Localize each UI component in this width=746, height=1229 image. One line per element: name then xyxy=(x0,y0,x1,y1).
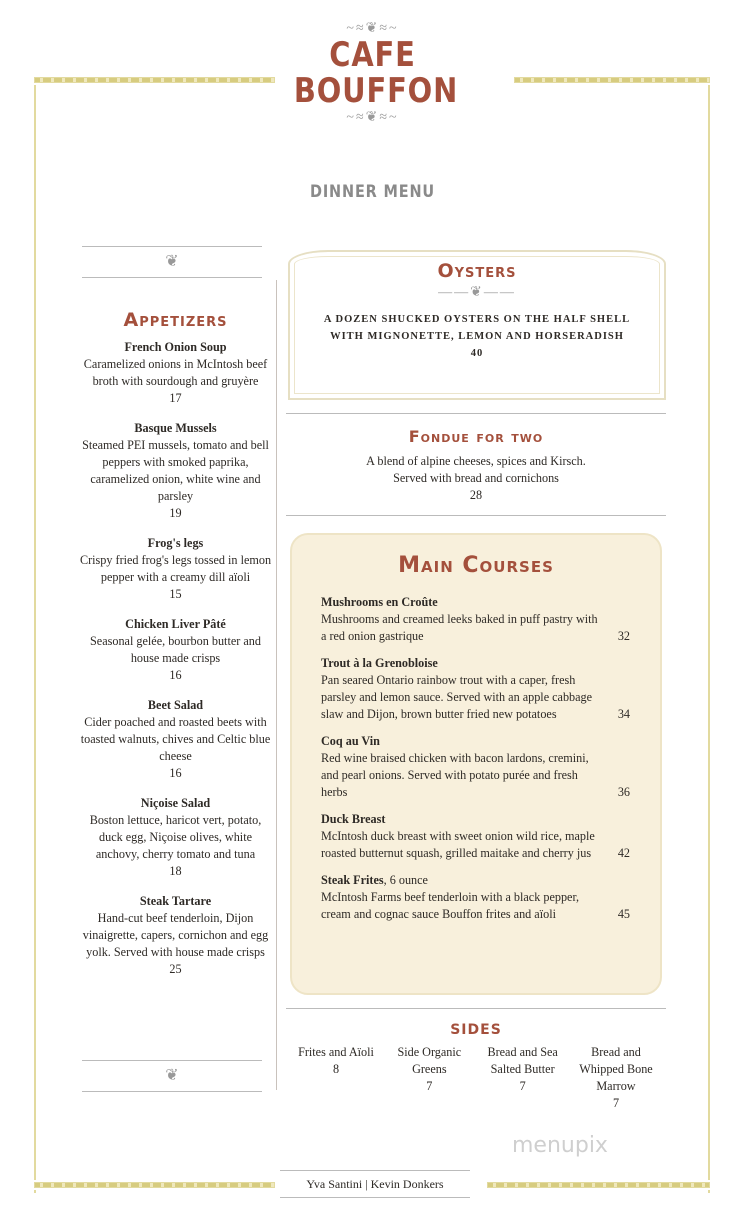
ornament-icon: ❦ xyxy=(82,246,262,278)
item-desc: McIntosh Farms beef tenderloin with a black pepper, cream and cognac sauce Bouffon frites and aïoli xyxy=(321,890,580,921)
item-desc: Hand-cut beef tenderloin, Dijon vinaigrette, capers, cornichon and egg yolk. Served with house made crisps xyxy=(82,911,269,959)
item-name: French Onion Soup xyxy=(124,340,227,354)
item-desc: McIntosh duck breast with sweet onion wild rice, maple roasted butternut squash, grilled maitake and cherry jus xyxy=(321,829,595,860)
menu-item xyxy=(78,795,273,880)
menu-item xyxy=(321,872,630,923)
item-price: 7 xyxy=(426,1079,433,1093)
menu-item xyxy=(78,893,273,978)
border-left xyxy=(32,75,38,1195)
oysters-desc: A DOZEN SHUCKED OYSTERS ON THE HALF SHELL xyxy=(323,314,631,325)
logo xyxy=(280,20,465,126)
footer-names: Yva Santini | Kevin Donkers xyxy=(280,1170,470,1198)
item-name: Niçoise Salad xyxy=(140,796,211,810)
item-name-suffix: , 6 ounce xyxy=(383,873,428,887)
flourish-icon: ~≈❦≈~ xyxy=(346,21,399,36)
fondue-section xyxy=(290,428,662,504)
side-item xyxy=(477,1044,569,1112)
fondue-desc: Served with bread and cornichons xyxy=(393,471,559,485)
item-desc: Cider poached and roasted beets with toasted walnuts, chives and Celtic blue cheese xyxy=(80,715,271,763)
item-price: 25 xyxy=(169,962,182,976)
border-top-left xyxy=(32,75,277,85)
side-item xyxy=(290,1044,382,1112)
ornament-icon: ❦ xyxy=(82,1060,262,1092)
border-right xyxy=(706,75,712,1195)
item-desc: Mushrooms and creamed leeks baked in puff pastry with a red onion gastrique xyxy=(321,612,598,643)
side-item xyxy=(383,1044,475,1112)
item-name-bold: Coq au Vin xyxy=(321,734,380,748)
item-name xyxy=(321,811,630,828)
item-name-bold: Steak Frites xyxy=(321,873,384,887)
price: 40 xyxy=(470,348,484,359)
item-price: 32 xyxy=(617,629,630,643)
item-price: 16 xyxy=(169,766,182,780)
menu-item xyxy=(321,811,630,862)
section-title: Oysters xyxy=(437,260,517,282)
menu-item xyxy=(78,697,273,782)
item-desc: Seasonal gelée, bourbon butter and house made crisps xyxy=(90,634,261,665)
menu-item xyxy=(78,420,273,522)
fondue-desc: A blend of alpine cheeses, spices and Kirsch. xyxy=(366,454,586,468)
item-name xyxy=(321,655,630,672)
section-title: SIDES xyxy=(450,1022,502,1038)
border-bottom-right xyxy=(485,1180,712,1190)
item-price: 8 xyxy=(332,1062,340,1076)
item-price: 34 xyxy=(617,707,630,721)
item-name xyxy=(321,733,630,750)
item-price: 7 xyxy=(612,1096,620,1110)
menu-item xyxy=(321,655,630,723)
main-courses-section xyxy=(290,533,662,995)
section-title: Main Courses xyxy=(398,553,554,578)
flourish-icon: ——❦—— xyxy=(438,285,516,300)
flourish-icon: ~≈❦≈~ xyxy=(346,110,399,125)
menu-item xyxy=(78,535,273,603)
item-name: Side Organic Greens xyxy=(397,1045,462,1076)
brand-line2: BOUFFON xyxy=(293,71,459,111)
item-price: 19 xyxy=(169,506,182,520)
menu-item xyxy=(321,733,630,801)
item-name: Chicken Liver Pâté xyxy=(125,617,226,631)
menu-item xyxy=(321,594,630,645)
item-name-bold: Duck Breast xyxy=(321,812,386,826)
item-price: 45 xyxy=(617,907,630,921)
divider xyxy=(286,515,666,516)
side-item xyxy=(570,1044,662,1112)
item-name: Steak Tartare xyxy=(139,894,212,908)
item-desc: Pan seared Ontario rainbow trout with a caper, fresh parsley and lemon sauce. Served with an apple cabbage slaw and Dijon, brown butter fried new potatoes xyxy=(321,673,593,721)
item-price: 36 xyxy=(617,785,630,799)
menu-item xyxy=(78,339,273,407)
item-name xyxy=(321,594,630,611)
item-name xyxy=(321,872,630,889)
item-price: 42 xyxy=(617,846,630,860)
price: 28 xyxy=(469,488,483,502)
appetizers-section xyxy=(78,309,273,991)
item-desc: Caramelized onions in McIntosh beef broth with sourdough and gruyère xyxy=(83,357,268,388)
column-divider xyxy=(276,280,277,1090)
item-name: Basque Mussels xyxy=(134,421,217,435)
item-price: 15 xyxy=(169,587,182,601)
item-price: 17 xyxy=(169,391,182,405)
oysters-desc: WITH MIGNONETTE, LEMON AND HORSERADISH xyxy=(330,331,624,342)
menu-item xyxy=(78,616,273,684)
brand-line1: CAFE xyxy=(329,35,416,75)
item-name: Bread and Sea Salted Butter xyxy=(487,1045,558,1076)
item-price: 18 xyxy=(169,864,182,878)
border-top-right xyxy=(512,75,712,85)
oysters-section xyxy=(288,250,666,400)
item-price: 7 xyxy=(519,1079,526,1093)
item-desc: Crispy fried frog's legs tossed in lemon pepper with a creamy dill aïoli xyxy=(79,553,272,584)
item-desc: Steamed PEI mussels, tomato and bell peppers with smoked paprika, caramelized onion, white wine and parsley xyxy=(82,438,269,503)
item-name: Beet Salad xyxy=(147,698,204,712)
item-name: Frites and Aïoli xyxy=(298,1045,374,1059)
item-name: Frog's legs xyxy=(147,536,204,550)
divider xyxy=(286,1008,666,1009)
menu-subtitle: DINNER MENU xyxy=(309,182,436,202)
item-desc: Red wine braised chicken with bacon lardons, cremini, and pearl onions. Served with potato purée and fresh herbs xyxy=(321,751,589,799)
border-bottom-left xyxy=(32,1180,277,1190)
watermark: menupix xyxy=(512,1133,608,1158)
section-title: Fondue for two xyxy=(408,427,544,446)
item-desc: Boston lettuce, haricot vert, potato, duck egg, Niçoise olives, white anchovy, cherry tomato and tuna xyxy=(89,813,262,861)
sides-section xyxy=(290,1022,662,1112)
item-name: Bread and Whipped Bone Marrow xyxy=(579,1045,653,1093)
divider xyxy=(286,413,666,414)
item-name-bold: Trout à la Grenobloise xyxy=(321,656,438,670)
item-name-bold: Mushrooms en Croûte xyxy=(321,595,438,609)
item-price: 16 xyxy=(169,668,182,682)
section-title: Appetizers xyxy=(123,309,228,331)
